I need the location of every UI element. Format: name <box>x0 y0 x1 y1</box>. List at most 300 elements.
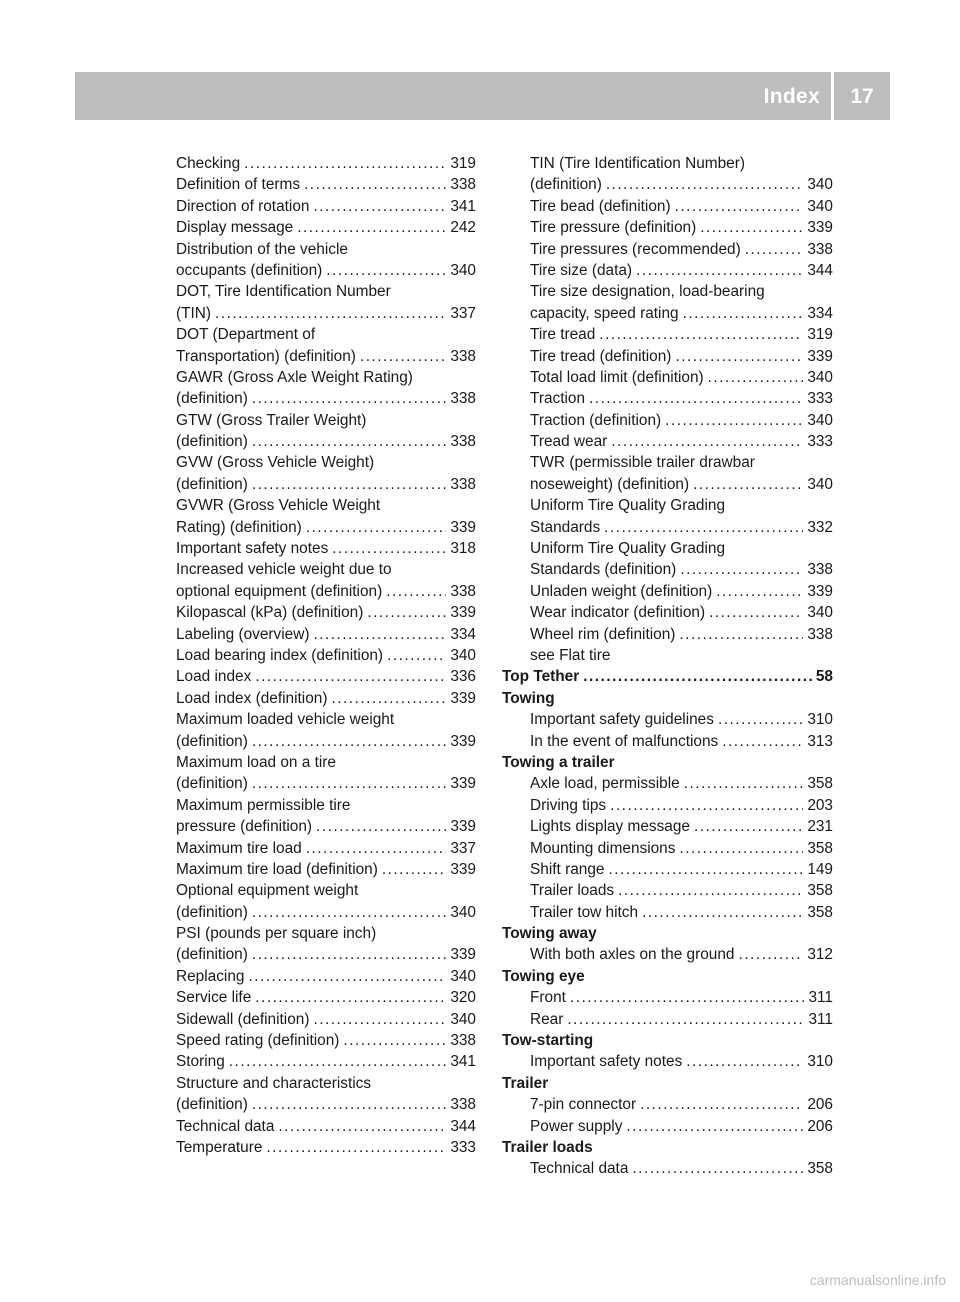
index-entry <box>176 1116 476 1137</box>
entry-label: Rating) (definition) <box>176 518 302 536</box>
entry-page-number: 358 <box>807 1160 833 1178</box>
index-entry-line: Tire size designation, load-bearing <box>530 283 765 301</box>
index-entry-line: Maximum loaded vehicle weight <box>176 711 395 729</box>
dot-leader <box>686 1051 803 1072</box>
entry-page-number: 340 <box>807 197 833 215</box>
entry-page-number: 339 <box>450 689 476 707</box>
dot-leader <box>567 1009 804 1030</box>
index-entry <box>176 731 476 752</box>
dot-leader <box>229 1051 447 1072</box>
index-entry-line: Maximum load on a tire <box>176 753 336 771</box>
entry-label: Temperature <box>176 1138 263 1156</box>
index-entry <box>502 324 833 345</box>
index-entry <box>176 1009 476 1030</box>
entry-page-number: 337 <box>450 839 476 857</box>
entry-label: Important safety notes <box>530 1053 683 1071</box>
index-entry <box>176 666 476 687</box>
index-heading: Tow-starting <box>502 1032 594 1050</box>
entry-label: Traction <box>530 390 586 408</box>
index-entry <box>502 388 833 409</box>
entry-label: Direction of rotation <box>176 197 310 215</box>
index-entry <box>176 624 476 645</box>
entry-page-number: 338 <box>807 561 833 579</box>
entry-label: Mounting dimensions <box>530 839 676 857</box>
dot-leader <box>278 1116 446 1137</box>
entry-label: Maximum tire load <box>176 839 302 857</box>
index-entry <box>176 153 476 174</box>
entry-label: Wheel rim (definition) <box>530 625 676 643</box>
entry-label: Traction (definition) <box>530 411 662 429</box>
dot-leader <box>252 474 446 495</box>
entry-page-number: 338 <box>450 176 476 194</box>
dot-leader <box>297 217 446 238</box>
entry-page-number: 340 <box>807 475 833 493</box>
dot-leader <box>640 1094 803 1115</box>
entry-label: (definition) <box>176 946 248 964</box>
index-entry-line: TWR (permissible trailer drawbar <box>530 454 755 472</box>
entry-page-number: 338 <box>807 240 833 258</box>
entry-label: (definition) <box>176 775 248 793</box>
dot-leader <box>332 538 446 559</box>
index-entry <box>176 517 476 538</box>
index-entry <box>502 559 833 580</box>
dot-leader <box>608 859 803 880</box>
index-entry <box>502 859 833 880</box>
dot-leader <box>693 474 803 495</box>
dot-leader <box>675 346 803 367</box>
index-entry <box>502 517 833 538</box>
dot-leader <box>304 174 446 195</box>
entry-label: optional equipment (definition) <box>176 582 383 600</box>
index-entry-line: TIN (Tire Identification Number) <box>530 155 745 172</box>
entry-page-number: 311 <box>808 1010 833 1028</box>
entry-label: Tire tread (definition) <box>530 347 672 365</box>
index-entry-line: Distribution of the vehicle <box>176 240 348 258</box>
entry-label: Wear indicator (definition) <box>530 604 706 622</box>
index-entry <box>176 859 476 880</box>
dot-leader <box>382 859 446 880</box>
dot-leader <box>618 880 803 901</box>
entry-label: Total load limit (definition) <box>530 368 704 386</box>
entry-label: Transportation) (definition) <box>176 347 356 365</box>
index-entry <box>176 602 476 623</box>
entry-label: Driving tips <box>530 796 607 814</box>
entry-label: Tread wear <box>530 433 608 451</box>
dot-leader <box>684 773 804 794</box>
index-entry <box>502 880 833 901</box>
index-entry <box>176 346 476 367</box>
index-entry <box>176 388 476 409</box>
index-heading: Towing a trailer <box>502 753 615 771</box>
index-entry <box>502 431 833 452</box>
entry-label: Standards <box>530 518 601 536</box>
entry-label: Service life <box>176 989 252 1007</box>
entry-label: pressure (definition) <box>176 818 313 836</box>
entry-label: Sidewall (definition) <box>176 1010 310 1028</box>
dot-leader <box>255 987 446 1008</box>
entry-page-number: 333 <box>807 390 833 408</box>
dot-leader <box>642 902 803 923</box>
index-entry <box>176 260 476 281</box>
entry-page-number: 333 <box>450 1138 476 1156</box>
dot-leader <box>679 624 803 645</box>
entry-label: Top Tether <box>502 668 580 686</box>
entry-label: Unladen weight (definition) <box>530 582 713 600</box>
index-entry-line: GVW (Gross Vehicle Weight) <box>176 454 375 472</box>
entry-page-number: 358 <box>807 882 833 900</box>
entry-label: Storing <box>176 1053 225 1071</box>
dot-leader <box>252 1094 446 1115</box>
index-entry <box>502 602 833 623</box>
index-entry <box>176 431 476 452</box>
entry-page-number: 58 <box>815 668 833 686</box>
index-entry <box>176 303 476 324</box>
entry-page-number: 340 <box>450 903 476 921</box>
entry-label: Replacing <box>176 967 245 985</box>
index-entry <box>176 538 476 559</box>
entry-page-number: 310 <box>807 711 833 729</box>
dot-leader <box>694 816 803 837</box>
index-heading: Towing away <box>502 925 597 943</box>
entry-label: Shift range <box>530 860 605 878</box>
dot-leader <box>709 602 803 623</box>
entry-page-number: 312 <box>807 946 833 964</box>
entry-page-number: 338 <box>450 347 476 365</box>
entry-page-number: 333 <box>807 433 833 451</box>
index-entry <box>502 1094 833 1115</box>
entry-label: Power supply <box>530 1117 623 1135</box>
entry-page-number: 358 <box>807 839 833 857</box>
dot-leader <box>716 581 803 602</box>
page-number: 17 <box>850 85 874 108</box>
dot-leader <box>636 260 803 281</box>
entry-page-number: 319 <box>807 326 833 344</box>
entry-page-number: 339 <box>450 604 476 622</box>
index-entry <box>176 987 476 1008</box>
dot-leader <box>386 581 446 602</box>
index-entry-line: Optional equipment weight <box>176 882 359 900</box>
entry-label: Load bearing index (definition) <box>176 646 384 664</box>
index-entry-line: Uniform Tire Quality Grading <box>530 540 726 558</box>
dot-leader <box>252 773 446 794</box>
index-entry <box>176 196 476 217</box>
entry-label: (TIN) <box>176 304 212 322</box>
index-entry <box>176 1137 476 1158</box>
entry-label: With both axles on the ground <box>530 946 735 964</box>
index-column-left <box>176 153 476 1158</box>
dot-leader <box>244 153 446 174</box>
entry-label: (definition) <box>176 390 248 408</box>
dot-leader <box>675 196 804 217</box>
entry-page-number: 338 <box>450 475 476 493</box>
entry-page-number: 358 <box>807 903 833 921</box>
entry-page-number: 340 <box>807 411 833 429</box>
entry-page-number: 341 <box>450 197 476 215</box>
entry-label: occupants (definition) <box>176 261 323 279</box>
entry-label: Lights display message <box>530 818 690 836</box>
entry-label: Tire pressures (recommended) <box>530 240 741 258</box>
entry-page-number: 336 <box>450 668 476 686</box>
entry-page-number: 334 <box>807 304 833 322</box>
entry-page-number: 337 <box>450 304 476 322</box>
dot-leader <box>665 410 803 431</box>
entry-label: noseweight) (definition) <box>530 475 690 493</box>
index-entry <box>502 303 833 324</box>
dot-leader <box>331 688 446 709</box>
index-entry <box>176 174 476 195</box>
index-entry <box>502 666 833 687</box>
entry-label: Trailer tow hitch <box>530 903 639 921</box>
entry-page-number: 338 <box>450 582 476 600</box>
dot-leader <box>252 388 446 409</box>
index-entry-line: PSI (pounds per square inch) <box>176 925 377 943</box>
dot-leader <box>360 346 446 367</box>
dot-leader <box>606 174 803 195</box>
index-entry <box>176 944 476 965</box>
entry-label: Load index <box>176 668 252 686</box>
dot-leader <box>313 196 446 217</box>
entry-page-number: 242 <box>450 219 476 237</box>
entry-page-number: 339 <box>807 582 833 600</box>
dot-leader <box>626 1116 803 1137</box>
index-entry-line: GVWR (Gross Vehicle Weight <box>176 497 381 515</box>
entry-page-number: 338 <box>807 625 833 643</box>
index-entry-line: GAWR (Gross Axle Weight Rating) <box>176 368 413 386</box>
index-entry <box>176 217 476 238</box>
entry-label: Trailer loads <box>530 882 615 900</box>
entry-label: (definition) <box>176 732 248 750</box>
entry-label: Definition of terms <box>176 176 301 194</box>
entry-page-number: 332 <box>807 518 833 536</box>
entry-page-number: 340 <box>450 261 476 279</box>
entry-page-number: 206 <box>807 1117 833 1135</box>
index-entry <box>502 773 833 794</box>
entry-label: 7-pin connector <box>530 1096 637 1114</box>
entry-label: Tire size (data) <box>530 261 633 279</box>
entry-label: Labeling (overview) <box>176 625 310 643</box>
entry-label: Maximum tire load (definition) <box>176 860 378 878</box>
entry-label: Kilopascal (kPa) (definition) <box>176 604 364 622</box>
entry-label: Load index (definition) <box>176 689 328 707</box>
index-entry <box>502 731 833 752</box>
dot-leader <box>313 624 446 645</box>
entry-page-number: 313 <box>807 732 833 750</box>
index-entry-line: Maximum permissible tire <box>176 796 351 814</box>
dot-leader <box>252 902 446 923</box>
index-heading: Towing eye <box>502 967 585 985</box>
dot-leader <box>252 731 446 752</box>
index-entry <box>502 944 833 965</box>
dot-leader <box>708 367 804 388</box>
entry-page-number: 206 <box>807 1096 833 1114</box>
index-entry <box>176 474 476 495</box>
index-entry <box>176 645 476 666</box>
dot-leader <box>745 239 804 260</box>
dot-leader <box>610 795 803 816</box>
dot-leader <box>583 666 812 687</box>
entry-page-number: 340 <box>807 176 833 194</box>
index-entry <box>176 688 476 709</box>
index-entry <box>176 838 476 859</box>
dot-leader <box>599 324 803 345</box>
entry-page-number: 318 <box>450 540 476 558</box>
index-entry <box>502 410 833 431</box>
index-entry <box>502 838 833 859</box>
index-entry-line: Structure and characteristics <box>176 1074 372 1092</box>
dot-leader <box>718 709 803 730</box>
entry-label: Display message <box>176 219 294 237</box>
dot-leader <box>252 944 446 965</box>
entry-label: Tire bead (definition) <box>530 197 671 215</box>
index-entry <box>502 474 833 495</box>
entry-page-number: 339 <box>450 818 476 836</box>
index-entry <box>502 346 833 367</box>
index-entry <box>176 816 476 837</box>
index-entry <box>176 773 476 794</box>
index-entry <box>502 581 833 602</box>
dot-leader <box>215 303 446 324</box>
entry-label: Important safety guidelines <box>530 711 714 729</box>
index-entry <box>502 1051 833 1072</box>
watermark: carmanualsonline.info <box>809 1272 946 1288</box>
entry-label: Technical data <box>530 1160 629 1178</box>
index-entry <box>502 1158 833 1179</box>
dot-leader <box>700 217 803 238</box>
entry-label: Rear <box>530 1010 564 1028</box>
index-heading: Towing <box>502 689 555 707</box>
index-entry <box>502 1116 833 1137</box>
index-column-right <box>502 153 833 1180</box>
index-entry <box>502 902 833 923</box>
index-entry <box>176 581 476 602</box>
entry-page-number: 340 <box>450 646 476 664</box>
dot-leader <box>722 731 803 752</box>
index-heading: Trailer <box>502 1074 549 1092</box>
dot-leader <box>679 838 803 859</box>
entry-page-number: 341 <box>450 1053 476 1071</box>
entry-page-number: 339 <box>450 860 476 878</box>
entry-label: (definition) <box>176 903 248 921</box>
entry-page-number: 338 <box>450 1032 476 1050</box>
index-entry <box>502 795 833 816</box>
dot-leader <box>589 388 803 409</box>
index-entry <box>176 1094 476 1115</box>
dot-leader <box>632 1158 803 1179</box>
entry-page-number: 339 <box>450 732 476 750</box>
entry-page-number: 334 <box>450 625 476 643</box>
index-entry <box>502 624 833 645</box>
dot-leader <box>313 1009 446 1030</box>
index-heading: Trailer loads <box>502 1138 593 1156</box>
dot-leader <box>604 517 803 538</box>
dot-leader <box>326 260 446 281</box>
entry-page-number: 339 <box>450 946 476 964</box>
entry-label: capacity, speed rating <box>530 304 679 322</box>
index-entry <box>502 239 833 260</box>
entry-page-number: 344 <box>807 261 833 279</box>
index-entry <box>176 902 476 923</box>
entry-page-number: 231 <box>807 818 833 836</box>
entry-label: (definition) <box>176 475 248 493</box>
index-entry <box>502 217 833 238</box>
entry-page-number: 339 <box>450 775 476 793</box>
dot-leader <box>367 602 446 623</box>
dot-leader <box>255 666 446 687</box>
entry-page-number: 338 <box>450 390 476 408</box>
entry-page-number: 319 <box>450 155 476 172</box>
index-entry <box>176 1051 476 1072</box>
entry-label: Checking <box>176 155 241 172</box>
entry-label: (definition) <box>176 1096 248 1114</box>
dot-leader <box>316 816 446 837</box>
entry-page-number: 339 <box>450 518 476 536</box>
entry-page-number: 320 <box>450 989 476 1007</box>
entry-page-number: 340 <box>450 1010 476 1028</box>
dot-leader <box>266 1137 446 1158</box>
entry-label: In the event of malfunctions <box>530 732 719 750</box>
entry-page-number: 344 <box>450 1117 476 1135</box>
entry-label: Tire pressure (definition) <box>530 219 697 237</box>
index-entry <box>502 367 833 388</box>
entry-label: Important safety notes <box>176 540 329 558</box>
entry-label: Axle load, permissible <box>530 775 680 793</box>
entry-page-number: 358 <box>807 775 833 793</box>
index-entry <box>502 174 833 195</box>
dot-leader <box>387 645 446 666</box>
entry-page-number: 338 <box>450 433 476 451</box>
index-entry-line: DOT (Department of <box>176 326 316 344</box>
entry-label: Tire tread <box>530 326 596 344</box>
index-entry <box>502 987 833 1008</box>
dot-leader <box>611 431 803 452</box>
index-entry <box>176 966 476 987</box>
entry-page-number: 340 <box>450 967 476 985</box>
entry-label: (definition) <box>530 176 602 194</box>
dot-leader <box>252 431 446 452</box>
index-entry-line: DOT, Tire Identification Number <box>176 283 391 301</box>
index-entry <box>502 196 833 217</box>
index-entry <box>502 1009 833 1030</box>
index-entry <box>502 709 833 730</box>
index-entry-line: GTW (Gross Trailer Weight) <box>176 411 367 429</box>
entry-label: Technical data <box>176 1117 275 1135</box>
dot-leader <box>306 838 447 859</box>
entry-page-number: 310 <box>807 1053 833 1071</box>
entry-label: Front <box>530 989 566 1007</box>
section-title: Index <box>763 85 820 108</box>
dot-leader <box>306 517 447 538</box>
index-entry <box>502 816 833 837</box>
index-entry-line: Uniform Tire Quality Grading <box>530 497 726 515</box>
entry-label: Speed rating (definition) <box>176 1032 340 1050</box>
index-entry-line: Increased vehicle weight due to <box>176 561 392 579</box>
index-entry <box>176 1030 476 1051</box>
dot-leader <box>680 559 803 580</box>
dot-leader <box>570 987 805 1008</box>
entry-page-number: 149 <box>807 860 833 878</box>
entry-label: Standards (definition) <box>530 561 677 579</box>
dot-leader <box>738 944 803 965</box>
dot-leader <box>683 303 804 324</box>
entry-page-number: 339 <box>807 219 833 237</box>
entry-page-number: 311 <box>808 989 833 1007</box>
entry-page-number: 340 <box>807 604 833 622</box>
entry-page-number: 340 <box>807 368 833 386</box>
dot-leader <box>343 1030 446 1051</box>
entry-page-number: 339 <box>807 347 833 365</box>
index-entry-line: see Flat tire <box>530 646 611 664</box>
entry-page-number: 338 <box>450 1096 476 1114</box>
